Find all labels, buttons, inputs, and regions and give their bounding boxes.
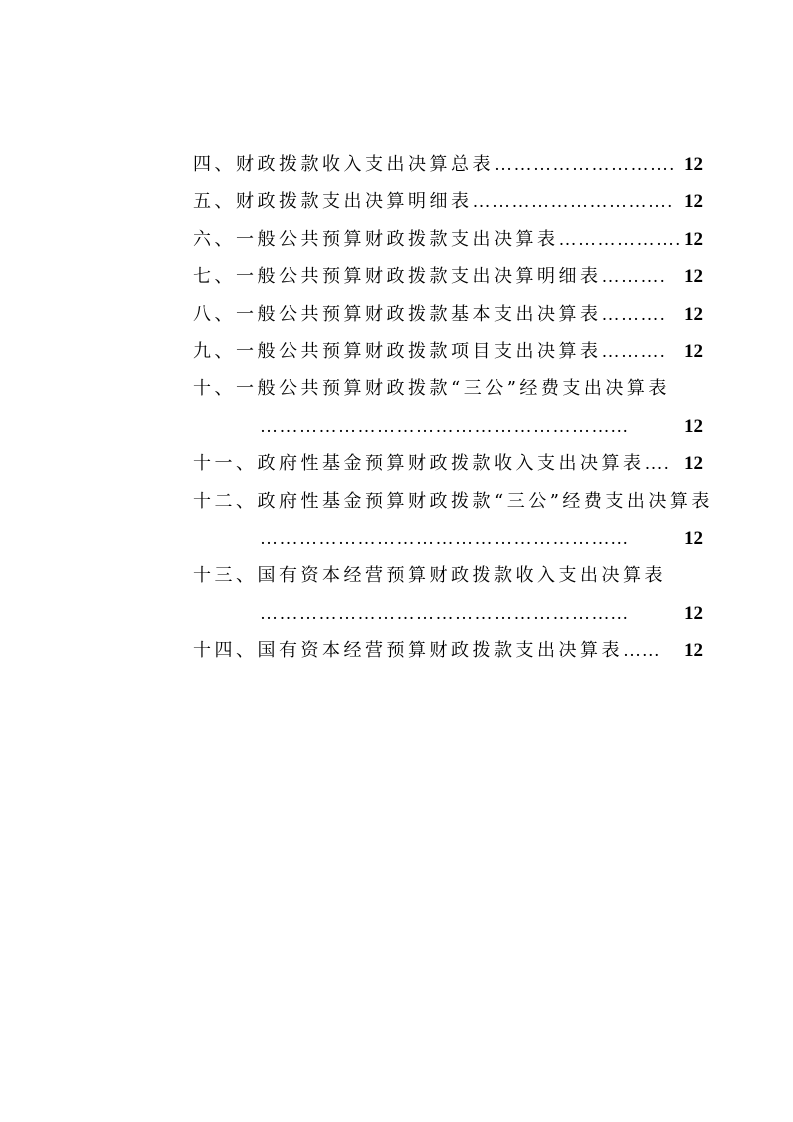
toc-page-number: 12 <box>684 415 703 437</box>
toc-leader-dots: ………………………………………………... <box>260 602 629 623</box>
toc-entry-title: 十二、政府性基金预算财政拨款“三公”经费支出决算表 <box>193 490 713 512</box>
toc-entry-title: 七、一般公共预算财政拨款支出决算明细表 <box>193 266 602 288</box>
toc-page-number: 12 <box>684 453 703 475</box>
toc-entry-10-continuation[interactable] <box>193 408 703 445</box>
toc-leader-dots: ………………………………………………... <box>260 527 629 548</box>
toc-entry-title: 十一、政府性基金预算财政拨款收入支出决算表 <box>193 453 645 475</box>
toc-entry-4[interactable] <box>193 146 703 183</box>
toc-page-number: 12 <box>684 191 703 213</box>
toc-entry-14[interactable] <box>193 632 703 669</box>
toc-entry-10[interactable] <box>193 370 703 407</box>
toc-page-number: 12 <box>684 154 703 175</box>
toc-leader-dots: ………. <box>601 340 666 361</box>
toc-leader-dots: ………………………. <box>494 154 676 174</box>
toc-page-number: 12 <box>684 527 703 549</box>
toc-entry-title: 八、一般公共预算财政拨款基本支出决算表 <box>193 303 602 325</box>
toc-entry-9[interactable] <box>193 333 703 370</box>
toc-page-number: 12 <box>684 340 703 362</box>
toc-leader-dots: …... <box>623 640 661 661</box>
toc-entry-5[interactable] <box>193 183 703 220</box>
toc-page-number: 12 <box>684 303 703 325</box>
toc-entry-6[interactable] <box>193 221 703 258</box>
toc-leader-dots: ………. <box>601 303 666 324</box>
toc-leader-dots: ………………. <box>558 228 682 249</box>
toc-page-number: 12 <box>684 640 703 662</box>
toc-entry-title: 五、财政拨款支出决算明细表 <box>193 191 473 213</box>
toc-entry-7[interactable] <box>193 258 703 295</box>
toc-leader-dots: …………………………. <box>472 191 674 212</box>
toc-leader-dots: ………………………………………………... <box>260 415 629 436</box>
toc-page-number: 12 <box>684 602 703 624</box>
toc-entry-13-continuation[interactable] <box>193 595 703 632</box>
toc-entry-title: 十、一般公共预算财政拨款“三公”经费支出决算表 <box>193 378 670 400</box>
toc-entry-12[interactable] <box>193 483 713 520</box>
toc-entry-title: 十四、国有资本经营预算财政拨款支出决算表 <box>193 640 623 662</box>
table-of-contents <box>193 146 713 669</box>
toc-leader-dots: ………. <box>601 266 666 287</box>
toc-leader-dots: …. <box>644 453 670 474</box>
toc-entry-12-continuation[interactable] <box>193 520 703 557</box>
toc-page-number: 12 <box>684 228 703 250</box>
toc-entry-title: 十三、国有资本经营预算财政拨款收入支出决算表 <box>193 565 666 587</box>
toc-page-number: 12 <box>684 266 703 288</box>
toc-entry-title: 九、一般公共预算财政拨款项目支出决算表 <box>193 340 602 362</box>
toc-entry-8[interactable] <box>193 296 703 333</box>
toc-entry-title: 六、一般公共预算财政拨款支出决算表 <box>193 228 559 250</box>
toc-entry-11[interactable] <box>193 445 703 482</box>
toc-entry-title: 四、财政拨款收入支出决算总表 <box>193 154 494 175</box>
toc-entry-13[interactable] <box>193 557 703 594</box>
